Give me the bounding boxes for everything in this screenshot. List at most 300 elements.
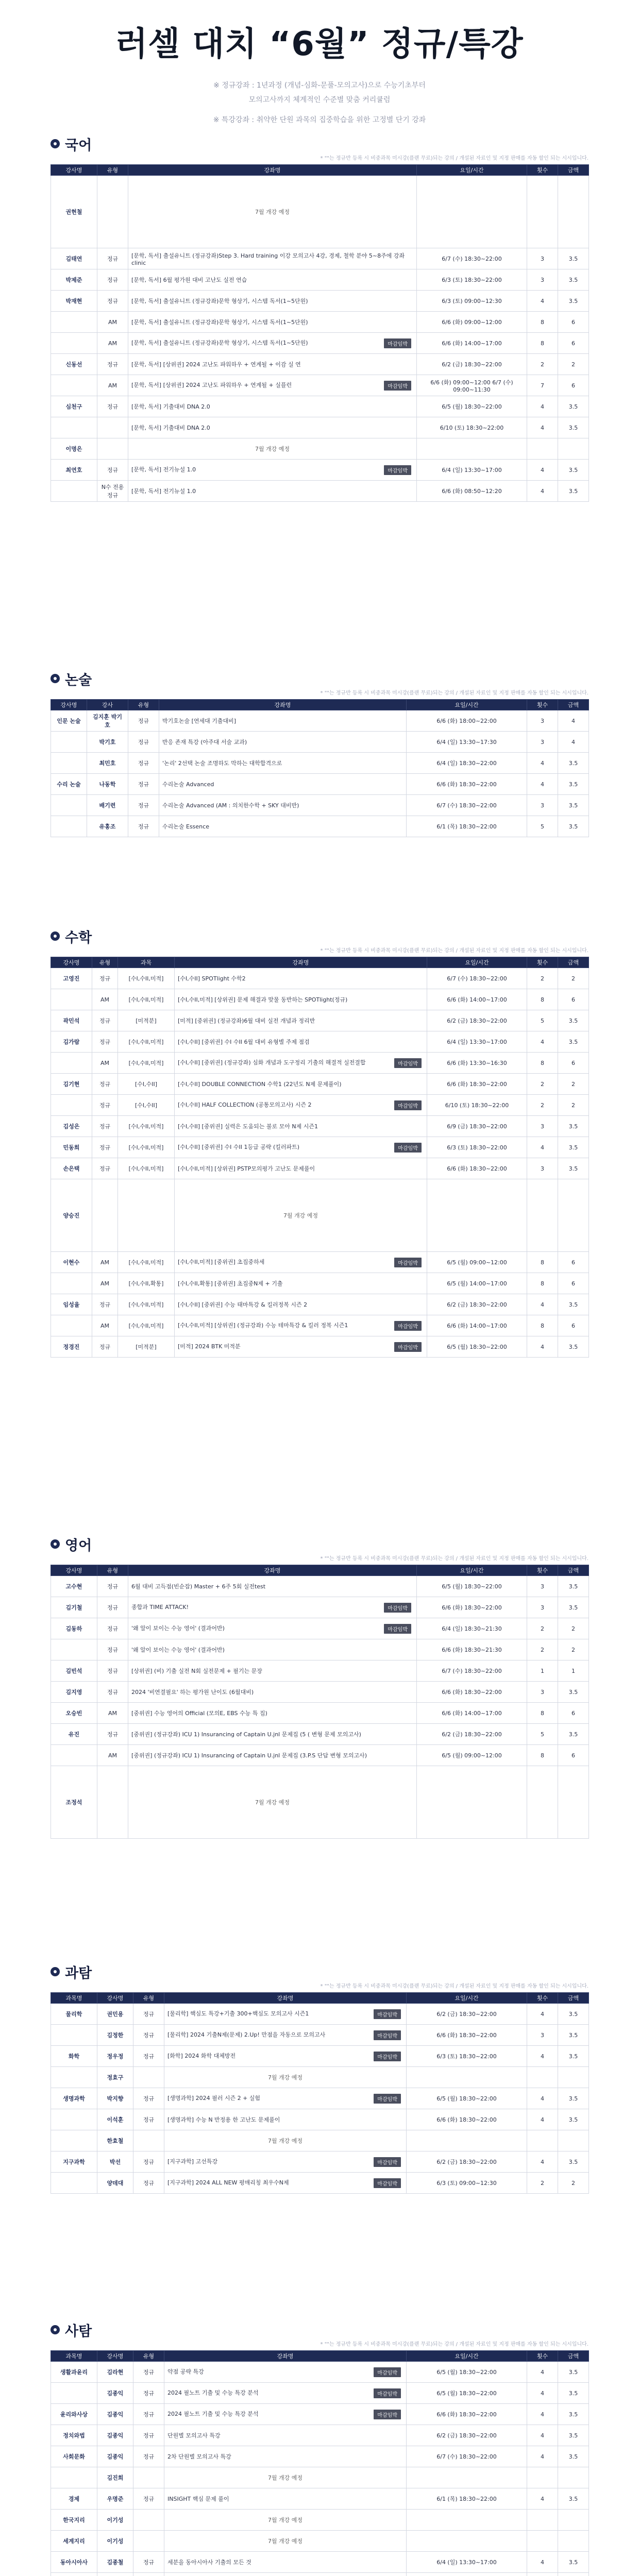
cell-type (97, 417, 128, 438)
course-name: [물리학] 핵심도 특강+기출 300+핵심도 모의고사 시즌1 (167, 2010, 309, 2017)
cell-teacher: 김정한 (97, 2025, 133, 2046)
cell-type: AM (97, 333, 128, 354)
course-name: 약점 공략 특강 (167, 2368, 204, 2375)
course-name: [수I,수II] [중위권] 수I 수II 6월 대비 유형별 주제 점검 (178, 1039, 310, 1045)
cell-course (128, 1660, 417, 1682)
cell-teacher (97, 2573, 133, 2576)
course-name: [문학, 독서] 전기뉴설 1.0 (131, 466, 196, 473)
cell-time: 6/7 (수) 18:30~22:00 (417, 1660, 527, 1682)
cell-type: AM (97, 1745, 128, 1766)
cell-type: 정규 (133, 2109, 164, 2130)
cell-course (128, 481, 417, 502)
section-bullet-icon (51, 931, 60, 941)
course-name: [화학] 2024 화학 대체방전 (167, 2052, 236, 2059)
table-row (51, 1294, 589, 1315)
cell-weeks (527, 2531, 558, 2552)
table-row (51, 438, 589, 460)
cell-type: 정규 (97, 1724, 128, 1745)
cell-time: 6/6 (화) 14:00~17:00 (417, 1703, 527, 1724)
cell-teacher: 임성율 (51, 1294, 92, 1315)
cell-time: 6/6 (화) 18:30~22:00 (407, 774, 527, 795)
cell-weeks: 3 (527, 248, 558, 269)
cell-range: [수I,수II,미적] (118, 1252, 175, 1273)
cell-teacher (51, 1273, 92, 1294)
course-name: 7월 개강 예정 (267, 2138, 303, 2144)
cell-teacher: 김라현 (97, 2362, 133, 2383)
cell-course (164, 2531, 407, 2552)
cell-price: 2 (558, 354, 589, 375)
cell-subject: 사회문화 (51, 2446, 97, 2467)
course-name: 7월 개강 예정 (255, 209, 290, 215)
cell-type (97, 176, 128, 248)
cell-time (407, 2130, 527, 2151)
cell-price: 6 (558, 333, 589, 354)
cell-weeks: 1 (527, 1660, 558, 1682)
cell-teacher: 배기련 (87, 795, 128, 816)
course-name: [중위권] (정규강좌) ICU 1) Insurancing of Captain U.jnl 문제집 (3.P.S 단답 변형 모의고사) (131, 1752, 367, 1759)
cell-price: 3.5 (558, 2046, 589, 2067)
cell-course (175, 1336, 427, 1358)
cell-price (558, 2510, 589, 2531)
cell-price: 3.5 (558, 1031, 589, 1053)
cell-weeks (527, 2067, 558, 2088)
cell-price (558, 1179, 589, 1252)
cell-course (175, 1294, 427, 1315)
section-bullet-icon (51, 1539, 60, 1549)
cell-time (407, 2467, 527, 2488)
course-name: [지구과학] 고선특강 (167, 2158, 218, 2165)
cell-price: 3.5 (558, 1294, 589, 1315)
cell-price: 4 (558, 732, 589, 753)
cell-course (175, 1053, 427, 1074)
cell-teacher (51, 989, 92, 1010)
cell-type: 정규 (92, 1116, 118, 1137)
table-row (51, 1576, 589, 1597)
cell-teacher: 유홍조 (87, 816, 128, 837)
cell-price: 2 (558, 2173, 589, 2194)
cell-course (175, 1010, 427, 1031)
cell-type: 정규 (92, 1010, 118, 1031)
column-header: 유형 (128, 700, 159, 710)
intro-text (0, 78, 639, 107)
cell-time: 6/6 (화) 14:00~17:00 (417, 333, 527, 354)
table-row (51, 2151, 589, 2173)
cell-course (128, 1597, 417, 1618)
cell-weeks: 3 (527, 710, 558, 732)
cell-weeks: 4 (527, 2552, 558, 2573)
table-row (51, 989, 589, 1010)
column-header: 강사 (87, 700, 128, 710)
table-row (51, 753, 589, 774)
section-title (51, 135, 588, 152)
cell-time: 6/6 (화) 08:50~12:20 (417, 481, 527, 502)
cell-price: 6 (558, 375, 589, 396)
cell-teacher: 박제준 (51, 269, 97, 291)
cell-weeks: 8 (527, 989, 558, 1010)
cell-course (164, 2004, 407, 2025)
column-header: 금액 (558, 700, 589, 710)
course-name: 세분을 동아시아사 기출의 모든 것 (167, 2559, 251, 2566)
cell-course (128, 375, 417, 396)
cell-teacher: 김종익 (97, 2425, 133, 2446)
column-header: 과목 (118, 957, 175, 968)
cell-weeks: 4 (527, 753, 558, 774)
cell-course (164, 2173, 407, 2194)
cell-weeks: 8 (527, 1252, 558, 1273)
cell-type: 정규 (133, 2088, 164, 2109)
cell-course (159, 774, 407, 795)
column-header: 횟수 (527, 1565, 558, 1576)
cell-course (175, 1031, 427, 1053)
column-header: 유형 (133, 2351, 164, 2362)
cell-time: 6/6 (화) 18:30~21:30 (417, 1639, 527, 1660)
cell-course (164, 2552, 407, 2573)
cell-type: 정규 (92, 1137, 118, 1158)
table-row (51, 1597, 589, 1618)
cell-type: 정규 (133, 2446, 164, 2467)
course-name: 2024 '비연결필요' 하는 평가원 난이도 (6월대비) (131, 1689, 254, 1696)
deadline-badge: 마감임박 (384, 338, 411, 348)
cell-type: 정규 (128, 732, 159, 753)
section-bullet-icon (51, 674, 60, 683)
cell-price (558, 438, 589, 460)
cell-time: 6/4 (일) 18:30~21:30 (417, 1618, 527, 1639)
course-name: [문학, 독서] [상위권] 2024 고난도 파워하우 + 연계될 + 이감 실 연 (131, 361, 301, 368)
cell-weeks: 4 (527, 2004, 558, 2025)
cell-price (558, 2467, 589, 2488)
cell-price: 3.5 (558, 2425, 589, 2446)
course-name: 7월 개강 예정 (267, 2517, 303, 2523)
cell-weeks: 4 (527, 396, 558, 417)
cell-weeks: 5 (527, 1010, 558, 1031)
cell-time: 6/6 (화) 18:30~22:00 (407, 2404, 527, 2425)
cell-weeks (527, 2573, 558, 2576)
cell-time: 6/5 (월) 18:30~22:00 (407, 2362, 527, 2383)
cell-type: 정규 (133, 2025, 164, 2046)
cell-price: 3.5 (558, 1158, 589, 1179)
course-name: 2차 단원별 모의고사 특강 (167, 2453, 231, 2460)
section-title-text: 논술 (65, 672, 92, 688)
cell-teacher (51, 1095, 92, 1116)
cell-subject (51, 2173, 97, 2194)
column-header: 요일/시간 (407, 1993, 527, 2004)
cell-price: 6 (558, 1273, 589, 1294)
cell-price: 6 (558, 989, 589, 1010)
course-name: '왜 알이 보이는 수능 영어' (결과어반) (131, 1624, 225, 1632)
cell-type (97, 1766, 128, 1839)
cell-course (164, 2151, 407, 2173)
course-name: [문학, 독서] 출설유니트 (정규강좌)문학 형상기, 시스템 독서(1~5단원) (131, 298, 308, 304)
cell-course (128, 1724, 417, 1745)
table-row (51, 2425, 589, 2446)
cell-weeks: 4 (527, 2088, 558, 2109)
course-name: 2024 필노트 기출 및 수능 특강 분석 (167, 2410, 259, 2417)
table-row (51, 1074, 589, 1095)
deadline-badge: 마감임박 (374, 2009, 401, 2019)
table-header-row (51, 957, 589, 968)
course-name: '왜 알이 보이는 수능 영어' (결과어반) (131, 1647, 225, 1653)
section-essay (51, 670, 588, 837)
cell-time: 6/2 (금) 18:30~22:00 (407, 2425, 527, 2446)
cell-time: 6/2 (금) 18:30~22:00 (407, 2004, 527, 2025)
cell-course (128, 312, 417, 333)
course-name: [물리학] 2024 기출N제(문제) 2.Up! 만점을 자동으로 모의고사 (167, 2031, 326, 2038)
section-english (51, 1535, 588, 1839)
table-row (51, 2067, 589, 2088)
table-row (51, 2467, 589, 2488)
table-row (51, 1010, 589, 1031)
cell-teacher: 김성은 (51, 1116, 92, 1137)
cell-weeks: 3 (527, 1158, 558, 1179)
deadline-badge: 마감임박 (384, 1624, 411, 1634)
table-row (51, 1745, 589, 1766)
cell-course (128, 354, 417, 375)
section-math (51, 927, 588, 1358)
cell-teacher: 양데대 (97, 2173, 133, 2194)
table-row (51, 460, 589, 481)
cell-type: AM (92, 1252, 118, 1273)
column-header: 강사명 (51, 165, 97, 176)
column-header: 과목명 (51, 2351, 97, 2362)
table-row (51, 481, 589, 502)
section-title-text: 국어 (65, 137, 92, 154)
cell-weeks: 2 (527, 1618, 558, 1639)
cell-price: 3.5 (558, 2383, 589, 2404)
cell-course (164, 2046, 407, 2067)
cell-time: 6/6 (화) 18:30~22:00 (427, 1074, 527, 1095)
cell-time: 6/4 (일) 18:30~22:00 (407, 753, 527, 774)
cell-course (164, 2088, 407, 2109)
cell-price: 3.5 (558, 2404, 589, 2425)
course-name: [수I,수II] [중위권] (정규강좌) 심화 개념과 도구정리 기출의 해결적 실전결합 (178, 1059, 366, 1066)
cell-price: 3.5 (558, 2088, 589, 2109)
cell-type: 정규 (92, 1074, 118, 1095)
cell-subject (51, 753, 87, 774)
cell-time: 6/2 (금) 18:30~22:00 (427, 1294, 527, 1315)
column-header: 요일/시간 (407, 700, 527, 710)
table-row (51, 248, 589, 269)
cell-type: 정규 (97, 291, 128, 312)
deadline-badge: 마감임박 (394, 1342, 422, 1352)
cell-teacher: 권민용 (97, 2004, 133, 2025)
cell-weeks (527, 1179, 558, 1252)
cell-weeks (527, 2130, 558, 2151)
deadline-badge: 마감임박 (374, 2052, 401, 2061)
cell-type (92, 1179, 118, 1252)
table-row (51, 1660, 589, 1682)
cell-weeks: 4 (527, 481, 558, 502)
cell-teacher: 김종익 (97, 2404, 133, 2425)
section-social (51, 2321, 588, 2576)
section-title-text: 영어 (65, 1537, 92, 1554)
deadline-badge: 마감임박 (394, 1321, 422, 1331)
cell-price: 3.5 (558, 1010, 589, 1031)
cell-teacher: 심천구 (51, 396, 97, 417)
course-name: 6월 대비 고득점(빈순잡) Master + 6주 5회 실전test (131, 1583, 266, 1590)
table-row (51, 269, 589, 291)
cell-course (128, 291, 417, 312)
cell-teacher: 정경진 (51, 1336, 92, 1358)
cell-price: 3.5 (558, 1682, 589, 1703)
cell-price: 6 (558, 1053, 589, 1074)
deadline-badge: 마감임박 (374, 2367, 401, 2377)
section-title (51, 927, 588, 945)
course-name: [문학, 독서] [상위권] 2024 고난도 파워하우 + 연계될 + 실플런 (131, 381, 292, 388)
cell-price: 2 (558, 1618, 589, 1639)
schedule-table (51, 1565, 589, 1839)
cell-teacher: 박기호 (87, 732, 128, 753)
cell-time: 6/4 (일) 13:30~17:00 (427, 1031, 527, 1053)
cell-course (159, 732, 407, 753)
cell-weeks: 2 (527, 1074, 558, 1095)
cell-time: 6/3 (토) 09:00~12:30 (407, 2173, 527, 2194)
table-row (51, 1137, 589, 1158)
table-row (51, 2109, 589, 2130)
cell-subject: 물리학 (51, 2004, 97, 2025)
cell-type (97, 438, 128, 460)
table-row (51, 2573, 589, 2576)
column-header: 강좌명 (128, 165, 417, 176)
cell-teacher: 이기성 (97, 2531, 133, 2552)
column-header: 횟수 (527, 957, 558, 968)
cell-course (164, 2067, 407, 2088)
cell-teacher: 손은택 (51, 1158, 92, 1179)
cell-weeks: 4 (527, 2151, 558, 2173)
cell-teacher (51, 1745, 97, 1766)
table-header-row (51, 1993, 589, 2004)
column-header: 과목명 (51, 1993, 97, 2004)
cell-range: [수I,수II,미적] (118, 1158, 175, 1179)
cell-course (128, 438, 417, 460)
cell-type: 정규 (133, 2488, 164, 2510)
cell-teacher: 정효구 (97, 2067, 133, 2088)
table-row (51, 176, 589, 248)
cell-teacher: 김기철 (51, 1597, 97, 1618)
table-row (51, 968, 589, 989)
cell-time: 6/6 (화) 09:00~12:00 6/7 (수) 09:00~11:30 (417, 375, 527, 396)
cell-time: 6/6 (화) 18:00~22:00 (407, 710, 527, 732)
section-note: * ""는 정규반 등록 시 비중과목 미시강(플랜 무료)되는 강의 / 개설된 자료인 및 지정 판매를 자동 할인 되는 시시입니다. (320, 2342, 588, 2347)
table-row (51, 396, 589, 417)
cell-price: 3.5 (558, 1116, 589, 1137)
cell-time: 6/7 (수) 18:30~22:00 (427, 968, 527, 989)
cell-time: 6/6 (화) 18:30~22:00 (407, 2109, 527, 2130)
cell-teacher: 이기성 (97, 2510, 133, 2531)
table-row (51, 1336, 589, 1358)
cell-subject: 한국지리 (51, 2510, 97, 2531)
cell-time: 6/5 (월) 18:30~22:00 (407, 2088, 527, 2109)
course-name: [수I,수II] [중위권] 수능 태마특강 & 킬러정복 시즌 2 (178, 1301, 308, 1308)
table-row (51, 2510, 589, 2531)
cell-type: 정규 (92, 968, 118, 989)
table-header-row (51, 700, 589, 710)
cell-time: 6/5 (월) 18:30~22:00 (417, 396, 527, 417)
cell-course (128, 176, 417, 248)
course-name: 2024 필노트 기출 및 수능 특강 분석 (167, 2389, 259, 2396)
course-name: [미적] 2024 BTK 미적분 (178, 1343, 241, 1350)
table-row (51, 375, 589, 396)
table-header-row (51, 1565, 589, 1576)
table-row (51, 2404, 589, 2425)
cell-type: 정규 (97, 248, 128, 269)
cell-teacher: 권현철 (51, 176, 97, 248)
table-row (51, 2446, 589, 2467)
table-row (51, 1252, 589, 1273)
cell-time: 6/6 (화) 18:30~22:00 (417, 1597, 527, 1618)
course-name: [수I,수II,미적] [중위권] 초집중하세 (178, 1258, 265, 1265)
table-row (51, 1095, 589, 1116)
section-bullet-icon (51, 2325, 60, 2334)
course-name: [수I,수II,미적] [상위권] (정규강좌) 수능 테마특강 & 킬러 정복 시즌1 (178, 1321, 348, 1329)
cell-price: 3.5 (558, 417, 589, 438)
cell-subject: 생명과학 (51, 2088, 97, 2109)
cell-type: AM (97, 375, 128, 396)
cell-weeks: 2 (527, 2173, 558, 2194)
cell-time: 6/4 (일) 13:30~17:30 (407, 732, 527, 753)
cell-type: 정규 (133, 2362, 164, 2383)
cell-weeks: 5 (527, 816, 558, 837)
table-row (51, 1766, 589, 1839)
cell-teacher: 조정석 (51, 1766, 97, 1839)
column-header: 강사명 (51, 700, 87, 710)
table-row (51, 417, 589, 438)
section-note: * ""는 정규반 등록 시 비중과목 미시강(플랜 무료)되는 강의 / 개설된 자료인 및 지정 판매를 자동 할인 되는 시시입니다. (320, 1984, 588, 1989)
cell-time: 6/6 (화) 18:30~22:00 (417, 1682, 527, 1703)
deadline-badge: 마감임박 (374, 2388, 401, 2398)
section-title (51, 670, 588, 687)
cell-course (128, 333, 417, 354)
schedule-table (51, 957, 589, 1358)
cell-course (128, 269, 417, 291)
cell-price: 2 (558, 968, 589, 989)
cell-teacher: 박지향 (97, 2088, 133, 2109)
cell-teacher: 정우정 (97, 2046, 133, 2067)
cell-teacher (51, 375, 97, 396)
cell-course (164, 2510, 407, 2531)
cell-weeks: 4 (527, 2425, 558, 2446)
cell-teacher: 김종익 (97, 2446, 133, 2467)
cell-price: 3.5 (558, 753, 589, 774)
cell-price (558, 176, 589, 248)
cell-teacher (51, 1315, 92, 1336)
course-name: [문학, 독서] 기출대비 DNA 2.0 (131, 425, 210, 431)
cell-teacher: 신동선 (51, 354, 97, 375)
cell-course (175, 1315, 427, 1336)
course-name: [중위권] (정규강좌) ICU 1) Insurancing of Captain U.jnl 문제집 (5 ( 변형 문제 모의고사) (131, 1731, 361, 1738)
section-korean (51, 135, 588, 502)
cell-course (175, 1158, 427, 1179)
column-header: 횟수 (527, 1993, 558, 2004)
section-title (51, 1963, 588, 1980)
cell-course (164, 2467, 407, 2488)
cell-price: 3.5 (558, 1597, 589, 1618)
column-header: 요일/시간 (427, 957, 527, 968)
cell-subject (51, 732, 87, 753)
column-header: 강사명 (51, 1565, 97, 1576)
course-name: [수I,수II] HALF COLLECTION (공통모의고사) 시즌 2 (178, 1101, 312, 1108)
cell-course (128, 1703, 417, 1724)
course-name: 7월 개강 예정 (283, 1212, 318, 1219)
cell-teacher: 이현수 (51, 1252, 92, 1273)
column-header: 유형 (133, 1993, 164, 2004)
cell-course (159, 795, 407, 816)
cell-price: 3.5 (558, 2151, 589, 2173)
cell-time: 6/6 (화) 18:30~22:00 (427, 1158, 527, 1179)
cell-type (133, 2573, 164, 2576)
cell-weeks: 5 (527, 1724, 558, 1745)
table-header-row (51, 2351, 589, 2362)
cell-weeks: 3 (527, 1576, 558, 1597)
